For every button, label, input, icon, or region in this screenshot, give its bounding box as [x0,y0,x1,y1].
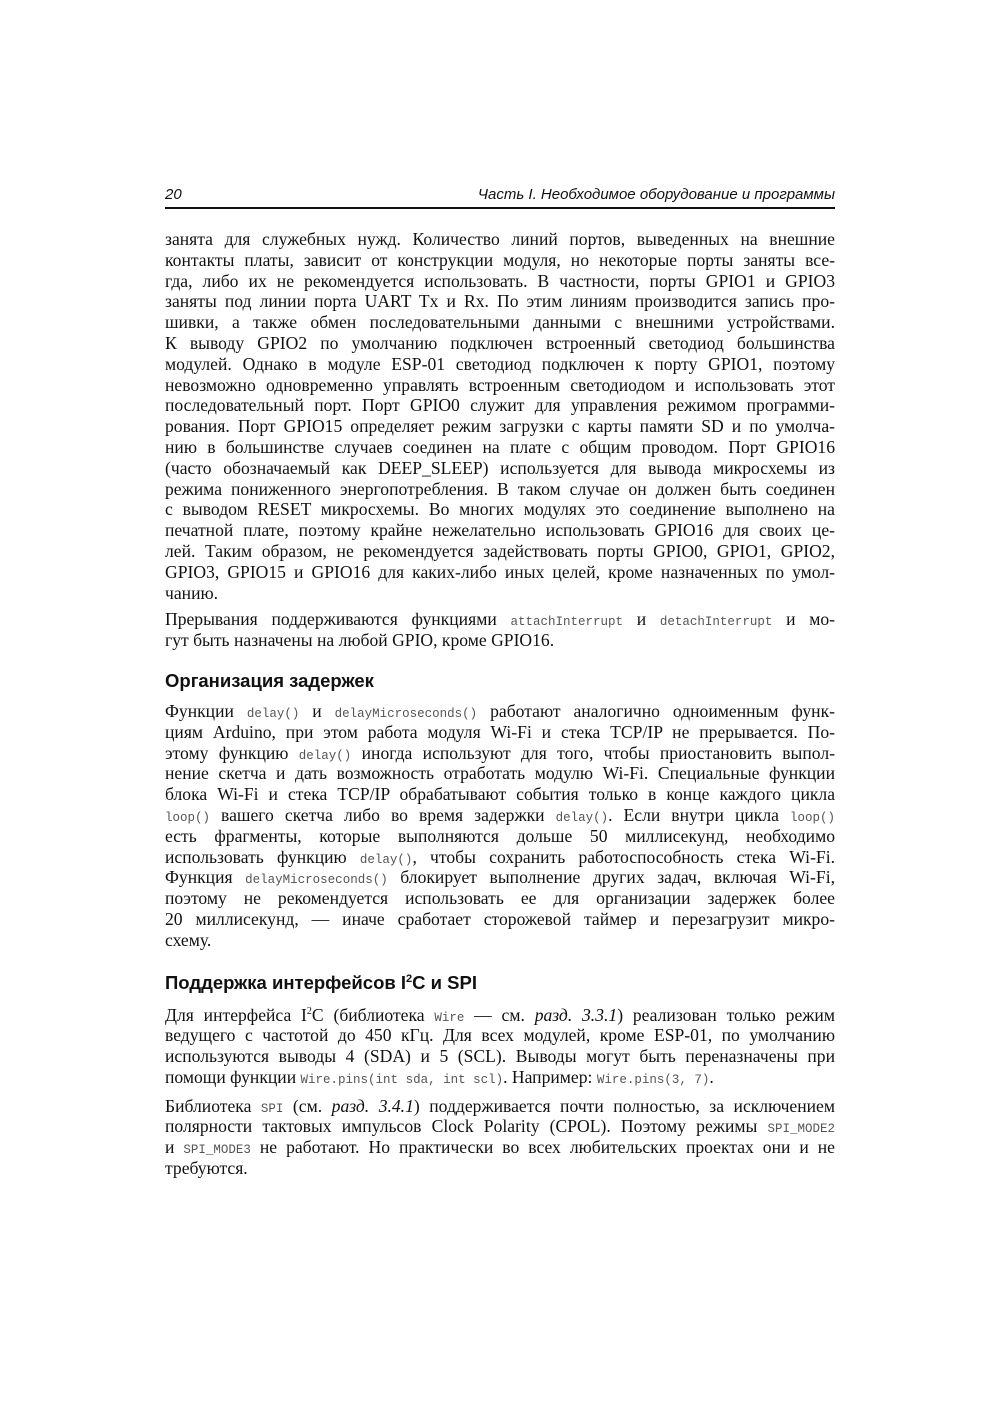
section-reference: разд. 3.3.1 [534,1004,618,1025]
text-line [165,416,835,437]
heading-i2c-spi [165,971,835,995]
page-body [165,229,835,1179]
text-run: не работают. Но практически во всех любительских проектах они и не [250,1137,835,1158]
text-run: чанию. [165,582,219,603]
text-run: с выводом RESET микросхемы. Во многих модулях это соединение выполнено на [165,499,835,520]
text-run: GPIO3, GPIO15 и GPIO16 для каких-либо иных целей, кроме назначенных по умол- [165,561,835,582]
inline-code: Wire.pins(int sda, int scl) [300,1072,504,1087]
paragraph-spi [165,1096,835,1179]
inline-code: detachInterrupt [659,615,773,630]
inline-code: Wire [434,1010,465,1025]
inline-code: loop() [165,810,211,825]
text-line [165,1025,835,1046]
superscript: 2 [406,972,413,985]
text-run: последовательный порт. Порт GPIO0 служит для управления режимом программи- [165,395,835,416]
text-run: модулей. Однако в модуле ESP-01 светодиод подключен к порту GPIO1, поэтому [165,353,835,374]
text-run: вашего скетча либо во время задержки [210,804,556,825]
text-line [165,1096,835,1117]
header-rule [165,207,835,209]
text-run: Прерывания поддерживаются функциями [165,609,511,630]
text-line [165,271,835,292]
inline-code: delay() [246,706,300,721]
text-run: гда, либо их не рекомендуется использовать. В частности, порты GPIO1 и GPIO3 [165,270,835,291]
text-run: работают аналогично одноименным функ- [477,700,835,721]
paragraph-interrupts [165,609,835,651]
text-run: — см. [464,1004,535,1025]
text-line [165,1067,835,1088]
text-run: нию в большинстве случаев соединен на плате с общим проводом. Порт GPIO16 [165,436,835,457]
text-run: схему. [165,929,212,950]
inline-code: delay() [359,852,413,867]
text-line [165,1158,835,1179]
text-line [165,354,835,375]
paragraph-i2c [165,1005,835,1088]
text-run: , чтобы сохранить работоспособность стека Wi-Fi. [412,846,835,867]
text-run: C и SPI [412,971,478,993]
text-run: занята для служебных нужд. Количество линий портов, выведенных на внешние [165,229,835,249]
text-line [165,805,835,826]
text-run: нение скетча и дать возможность отработать модулю Wi-Fi. Специальные функции [165,763,835,784]
running-header [165,186,835,206]
text-line [165,437,835,458]
text-run: и [165,1137,184,1158]
text-run: этому функцию [165,742,299,763]
text-line [165,312,835,333]
inline-code: SPI_MODE2 [767,1122,835,1137]
inline-code: loop() [789,810,835,825]
heading-delays [165,669,835,693]
text-line [165,541,835,562]
section-heading [165,971,835,995]
text-run: ) поддерживается почти полностью, за исключением [413,1095,835,1116]
text-run: есть фрагменты, которые выполняются дольше 50 миллисекунд, необходимо [165,825,835,846]
text-line [165,1137,835,1158]
text-line [165,722,835,743]
text-run: (часто обозначаемый как DEEP_SLEEP) используется для вывода микросхемы из [165,457,835,478]
text-line [165,333,835,354]
text-run: помощи функции [165,1066,301,1087]
text-run: Организация задержек [165,669,374,691]
text-run: заняты под линии порта UART Tx и Rx. По этим линиям производится запись про- [165,291,835,312]
text-line [165,701,835,722]
text-run: печатной плате, поэтому крайне нежелательно использовать GPIO16 для своих це- [165,520,835,541]
text-line [165,250,835,271]
text-line [165,499,835,520]
text-run: 20 миллисекунд, — иначе сработает сторожевой таймер и перезагрузит микро- [165,908,835,929]
text-line [165,291,835,312]
text-line [165,888,835,909]
text-run: режима пониженного энергопотребления. В таком случае он должен быть соединен [165,478,835,499]
text-run: Библиотека [165,1095,261,1116]
text-run: циям Arduino, при этом работа модуля Wi-Fi и стека TCP/IP не прерывается. По- [165,721,835,742]
text-run: использовать функцию [165,846,360,867]
text-line [165,847,835,868]
text-line [165,609,835,630]
inline-code: delay() [298,748,352,763]
text-line [165,630,835,651]
inline-code: delayMicroseconds() [334,706,478,721]
inline-code: SPI_MODE3 [183,1143,251,1158]
text-run: (см. [283,1095,332,1116]
text-run: гут быть назначены на любой GPIO, кроме GPIO16. [165,630,555,651]
text-run: . [709,1066,714,1087]
text-line [165,867,835,888]
text-run: лей. Таким образом, не рекомендуется задействовать порты GPIO0, GPIO1, GPIO2, [165,540,835,561]
text-run: Поддержка интерфейсов I [165,971,407,993]
text-run: . Например: [503,1066,597,1087]
text-line [165,520,835,541]
page-number: 20 [165,186,182,203]
text-line [165,930,835,951]
text-run: блока Wi-Fi и стека TCP/IP обрабатывают события только в конце каждого цикла [165,784,835,805]
text-run: контакты платы, зависит от конструкции модуля, но некоторые порты заняты все- [165,249,835,270]
text-run: К выводу GPIO2 по умолчанию подключен встроенный светодиод большинства [165,332,835,353]
text-run: ведущего с частотой до 450 кГц. Для всех модулей, кроме ESP-01, по умолчанию [165,1025,835,1046]
text-run: используются выводы 4 (SDA) и 5 (SCL). Выводы могут быть переназначены при [165,1046,835,1067]
paragraph-delays [165,701,835,951]
text-run: и мо- [772,609,835,630]
text-line [165,229,835,250]
inline-code: delayMicroseconds() [245,873,388,888]
text-line [165,743,835,764]
text-run: рования. Порт GPIO15 определяет режим загрузки с карты памяти SD и по умолча- [165,416,835,437]
text-run: Для интерфейса I [165,1004,307,1025]
text-run: и [299,700,335,721]
text-run: и [622,609,660,630]
text-line [165,395,835,416]
text-line [165,375,835,396]
text-line [165,1046,835,1067]
text-run: невозможно одновременно управлять встроенным светодиодом и использовать этот [165,374,835,395]
text-run: блокирует выполнение других задач, включая Wi-Fi, [387,867,835,888]
text-run: Функции [165,700,247,721]
text-line [165,1116,835,1137]
text-line [165,909,835,930]
inline-code: Wire.pins(3, 7) [596,1072,710,1087]
text-run: поэтому не рекомендуется использовать ее для организации задержек более [165,888,835,909]
text-run: . Если внутри цикла [608,804,790,825]
text-line [165,784,835,805]
text-line [165,1005,835,1026]
text-line [165,826,835,847]
inline-code: SPI [260,1101,284,1116]
text-line [165,479,835,500]
inline-code: delay() [555,810,609,825]
text-run: Функция [165,867,246,888]
section-heading [165,669,835,693]
text-line [165,458,835,479]
superscript: 2 [306,1005,312,1017]
text-run: C (библиотека [311,1004,435,1025]
paragraph-gpio-ports [165,229,835,603]
text-run: шивки, а также обмен последовательными данными с внешними устройствами. [165,312,835,333]
text-run: ) реализован только режим [617,1004,835,1025]
text-run: полярности тактовых импульсов Clock Polarity (CPOL). Поэтому режимы [165,1116,768,1137]
running-title: Часть I. Необходимое оборудование и программы [477,186,835,203]
text-run: иногда используют для того, чтобы приостановить выпол- [351,742,835,763]
inline-code: attachInterrupt [510,615,623,630]
text-line [165,562,835,583]
text-line [165,763,835,784]
text-run: требуются. [165,1158,248,1179]
text-line [165,583,835,604]
section-reference: разд. 3.4.1 [331,1095,414,1116]
